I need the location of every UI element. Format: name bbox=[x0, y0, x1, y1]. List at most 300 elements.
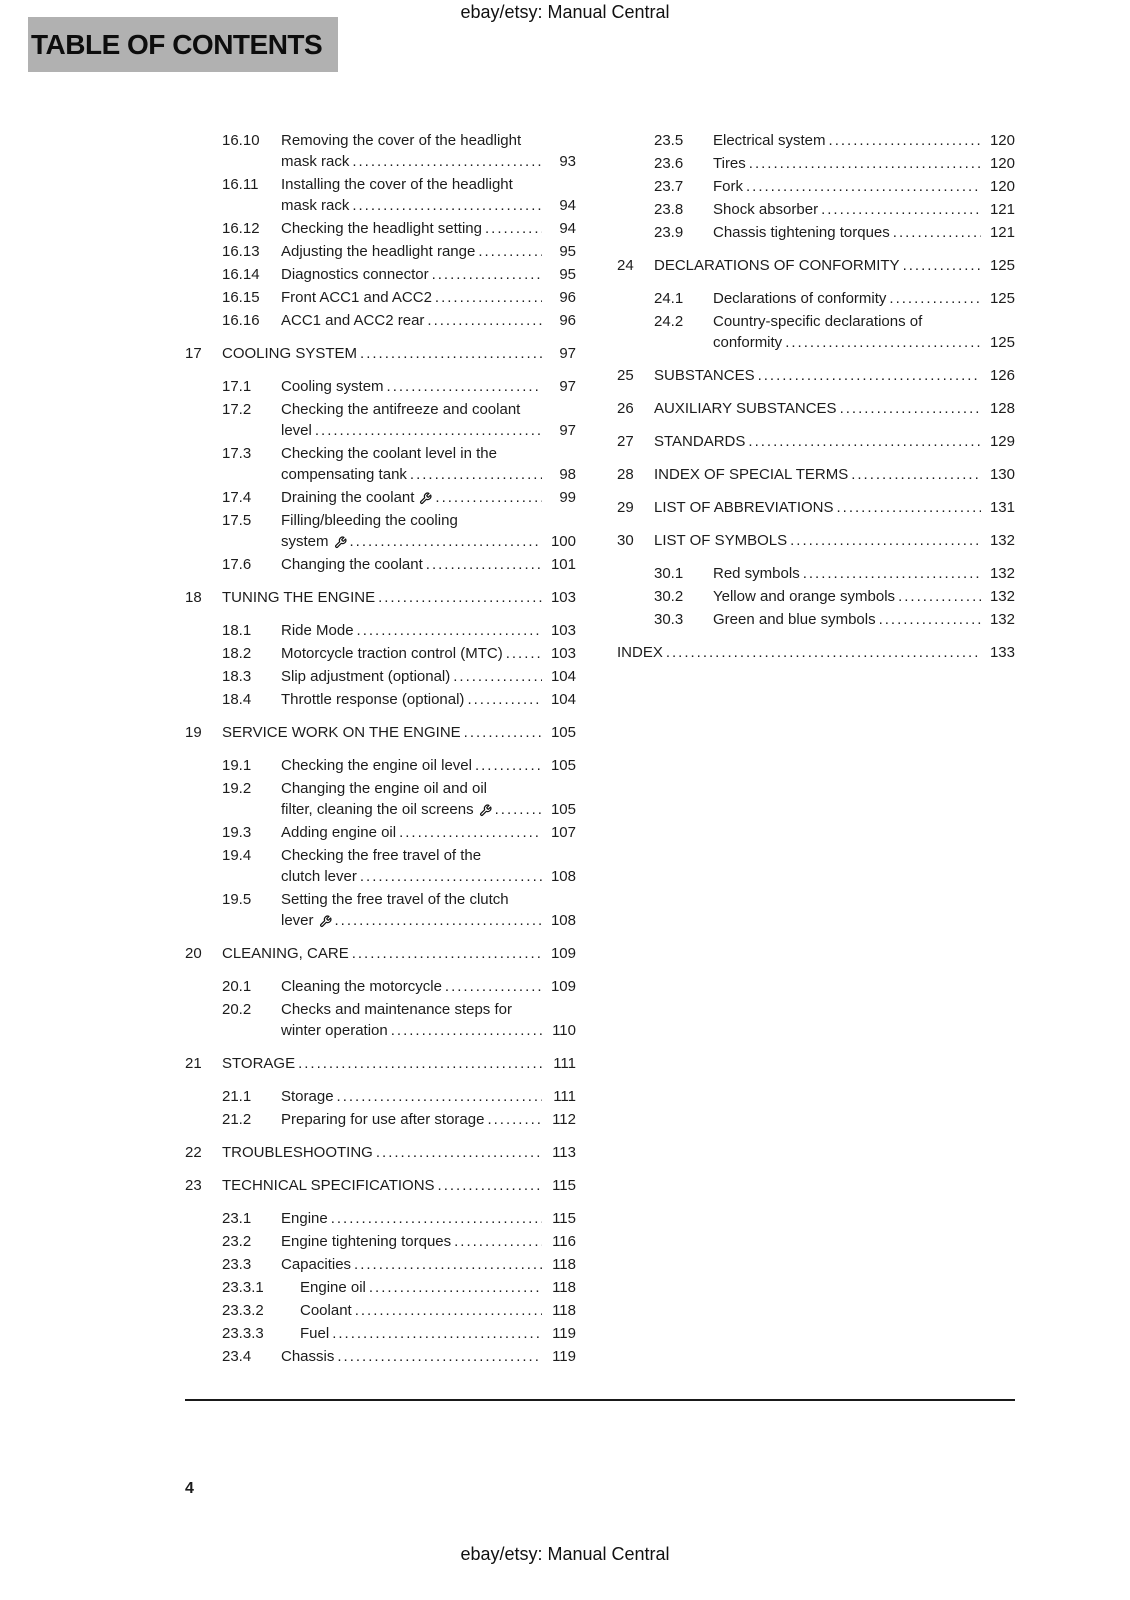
toc-entry bbox=[185, 1254, 576, 1275]
toc-entry-title: Checking the headlight setting bbox=[281, 220, 482, 237]
wrench-icon bbox=[319, 915, 332, 928]
toc-entry bbox=[185, 399, 576, 441]
toc-entry-title-block bbox=[654, 497, 981, 518]
toc-entry-page: 96 bbox=[559, 312, 576, 329]
toc-entry-page: 94 bbox=[559, 197, 576, 214]
dot-leader bbox=[485, 218, 542, 239]
toc-entry-page: 131 bbox=[989, 499, 1015, 516]
toc-entry-title-block bbox=[281, 554, 542, 575]
toc-entry-number: 19.1 bbox=[222, 757, 252, 774]
toc-entry bbox=[185, 976, 576, 997]
toc-entry-title: Fork bbox=[713, 178, 743, 195]
toc-entry bbox=[185, 689, 576, 710]
toc-entry-page: 112 bbox=[552, 1111, 576, 1128]
toc-entry-number: 18.4 bbox=[222, 691, 252, 708]
toc-entry-title: filter, cleaning the oil screens bbox=[281, 801, 474, 818]
toc-entry-title-block bbox=[654, 464, 981, 485]
toc-entry-number: 24.1 bbox=[654, 290, 684, 307]
toc-entry-title-block bbox=[713, 311, 981, 353]
dot-leader bbox=[360, 343, 542, 364]
toc-entry-title-block bbox=[281, 1086, 542, 1107]
toc-entry-page: 133 bbox=[989, 644, 1015, 661]
dot-leader bbox=[445, 976, 542, 997]
page-header: ebay/etsy: Manual Central bbox=[460, 2, 670, 22]
toc-entry-number: 27 bbox=[617, 433, 634, 450]
toc-entry-number: 17.1 bbox=[222, 378, 252, 395]
toc-entry-page: 110 bbox=[552, 1022, 576, 1039]
toc-entry bbox=[185, 218, 576, 239]
toc-entry-number: 19.2 bbox=[222, 780, 252, 797]
wrench-icon bbox=[479, 804, 492, 817]
dot-leader bbox=[758, 365, 981, 386]
toc-entry-number: 19.5 bbox=[222, 891, 252, 908]
dot-leader bbox=[879, 609, 981, 630]
toc-entry-number: 23.9 bbox=[654, 224, 684, 241]
toc-entry-title: Filling/bleeding the cooling bbox=[281, 512, 458, 529]
toc-entry-title: Checking the free travel of the bbox=[281, 847, 482, 864]
toc-entry-number: 26 bbox=[617, 400, 634, 417]
toc-entry-number: 23.6 bbox=[654, 155, 684, 172]
dot-leader bbox=[435, 287, 542, 308]
toc-entry-page: 97 bbox=[559, 378, 576, 395]
toc-entry-number: 29 bbox=[617, 499, 634, 516]
toc-column-left bbox=[185, 128, 576, 1369]
toc-entry bbox=[185, 587, 576, 608]
toc-entry-title: system bbox=[281, 533, 329, 550]
toc-entry-title-block bbox=[281, 487, 542, 508]
toc-entry-page: 116 bbox=[552, 1233, 576, 1250]
toc-entry-page: 105 bbox=[550, 757, 576, 774]
toc-entry-page: 100 bbox=[550, 533, 576, 550]
dot-leader bbox=[746, 176, 981, 197]
dot-leader bbox=[889, 288, 981, 309]
toc-entry-title: SERVICE WORK ON THE ENGINE bbox=[222, 724, 461, 741]
toc-entry-number: 23 bbox=[185, 1177, 202, 1194]
toc-entry-title: STORAGE bbox=[222, 1055, 296, 1072]
toc-entry-title: Coolant bbox=[300, 1302, 352, 1319]
toc-entry-number: 23.1 bbox=[222, 1210, 252, 1227]
toc-entry-title-block bbox=[281, 510, 542, 552]
toc-entry-title-block bbox=[281, 666, 542, 687]
toc-entry-title: Ride Mode bbox=[281, 622, 354, 639]
toc-entry bbox=[617, 199, 1015, 220]
dot-leader bbox=[893, 222, 981, 243]
dot-leader bbox=[369, 1277, 542, 1298]
toc-entry-page: 125 bbox=[989, 334, 1015, 351]
dot-leader bbox=[335, 910, 542, 931]
toc-entry-title: Draining the coolant bbox=[281, 489, 415, 506]
toc-entry-page: 120 bbox=[989, 155, 1015, 172]
toc-entry-page: 104 bbox=[550, 668, 576, 685]
toc-entry-title: mask rack bbox=[281, 197, 350, 214]
toc-entry bbox=[185, 443, 576, 485]
toc-entry-title-block bbox=[222, 943, 542, 964]
toc-entry-title: Checking the coolant level in the bbox=[281, 445, 497, 462]
toc-entry-title-block bbox=[281, 1231, 542, 1252]
toc-entry-number: 23.3.2 bbox=[222, 1302, 264, 1319]
toc-label-text: TABLE OF CONTENTS bbox=[31, 28, 323, 60]
dot-leader bbox=[399, 822, 542, 843]
toc-entry-number: 16.12 bbox=[222, 220, 260, 237]
toc-entry bbox=[185, 999, 576, 1041]
toc-entry-title-block bbox=[281, 130, 542, 172]
toc-entry-title-block bbox=[281, 443, 542, 485]
toc-entry-title-block bbox=[281, 1346, 542, 1367]
toc-entry-page: 126 bbox=[989, 367, 1015, 384]
toc-entry-title: Motorcycle traction control (MTC) bbox=[281, 645, 503, 662]
toc-entry bbox=[185, 943, 576, 964]
dot-leader bbox=[355, 1300, 542, 1321]
toc-entry-number: 16.16 bbox=[222, 312, 260, 329]
footer-rule bbox=[185, 1399, 1015, 1401]
toc-entry-page: 99 bbox=[559, 489, 576, 506]
toc-entry-title: Declarations of conformity bbox=[713, 290, 887, 307]
toc-entry-title: Removing the cover of the headlight bbox=[281, 132, 522, 149]
toc-entry-title: Engine bbox=[281, 1210, 328, 1227]
toc-entry-title: Tires bbox=[713, 155, 746, 172]
toc-entry bbox=[617, 365, 1015, 386]
toc-entry-title: Checking the engine oil level bbox=[281, 757, 472, 774]
toc-entry-title-block bbox=[222, 587, 542, 608]
toc-entry-number: 21 bbox=[185, 1055, 202, 1072]
toc-entry-number: 16.10 bbox=[222, 132, 260, 149]
toc-entry-page: 128 bbox=[989, 400, 1015, 417]
toc-entry bbox=[617, 642, 1015, 663]
toc-entry-number: 23.3.3 bbox=[222, 1325, 264, 1342]
page-footer: ebay/etsy: Manual Central bbox=[460, 1544, 670, 1564]
toc-entry-number: 17.3 bbox=[222, 445, 252, 462]
toc-entry-page: 103 bbox=[550, 645, 576, 662]
toc-entry-title: Preparing for use after storage bbox=[281, 1111, 485, 1128]
toc-entry-number: 19.4 bbox=[222, 847, 252, 864]
toc-entry-title-block bbox=[713, 586, 981, 607]
dot-leader bbox=[350, 531, 542, 552]
toc-entry-page: 108 bbox=[550, 912, 576, 929]
toc-entry-title-block bbox=[713, 609, 981, 630]
toc-entry-number: 22 bbox=[185, 1144, 202, 1161]
toc-entry-title-block bbox=[654, 398, 981, 419]
toc-entry-page: 108 bbox=[550, 868, 576, 885]
toc-entry-title: CLEANING, CARE bbox=[222, 945, 349, 962]
toc-entry-title: winter operation bbox=[281, 1022, 388, 1039]
dot-leader bbox=[453, 666, 542, 687]
toc-entry bbox=[185, 845, 576, 887]
toc-entry bbox=[185, 1175, 576, 1196]
toc-entry-page: 111 bbox=[553, 1055, 576, 1072]
toc-entry-number: 16.14 bbox=[222, 266, 260, 283]
toc-entry-title-block bbox=[281, 310, 542, 331]
dot-leader bbox=[410, 464, 542, 485]
toc-entry-title: Capacities bbox=[281, 1256, 352, 1273]
dot-leader bbox=[360, 866, 542, 887]
toc-entry-page: 95 bbox=[559, 266, 576, 283]
toc-entry-title-block bbox=[300, 1277, 542, 1298]
toc-entry-title-block bbox=[281, 376, 542, 397]
dot-leader bbox=[851, 464, 981, 485]
toc-entry-title: LIST OF SYMBOLS bbox=[654, 532, 788, 549]
toc-entry-title: Country-specific declarations of bbox=[713, 313, 923, 330]
toc-entry-number: 16.15 bbox=[222, 289, 260, 306]
toc-entry-title: SUBSTANCES bbox=[654, 367, 755, 384]
toc-entry-title-block bbox=[281, 1254, 542, 1275]
toc-entry-title: level bbox=[281, 422, 312, 439]
toc-entry bbox=[185, 778, 576, 820]
dot-leader bbox=[315, 420, 542, 441]
toc-entry-page: 115 bbox=[552, 1177, 576, 1194]
toc-entry-title: TUNING THE ENGINE bbox=[222, 589, 376, 606]
toc-entry-title-block bbox=[713, 130, 981, 151]
toc-entry-title-block bbox=[281, 620, 542, 641]
toc-entry-number: 24 bbox=[617, 257, 634, 274]
page-number: 4 bbox=[185, 1480, 194, 1497]
toc-entry-title-block bbox=[654, 431, 981, 452]
toc-entry-title: Checking the antifreeze and coolant bbox=[281, 401, 521, 418]
toc-entry bbox=[185, 310, 576, 331]
dot-leader bbox=[432, 264, 542, 285]
toc-entry-title-block bbox=[281, 241, 542, 262]
toc-entry bbox=[185, 343, 576, 364]
dot-leader bbox=[478, 241, 542, 262]
toc-entry-number: 17.5 bbox=[222, 512, 252, 529]
toc-entry-page: 93 bbox=[559, 153, 576, 170]
toc-entry bbox=[185, 643, 576, 664]
toc-entry-title-block bbox=[281, 889, 542, 931]
toc-entry-title: Chassis bbox=[281, 1348, 335, 1365]
dot-leader bbox=[438, 1175, 542, 1196]
toc-entry-page: 130 bbox=[989, 466, 1015, 483]
dot-leader bbox=[749, 153, 981, 174]
toc-entry-page: 120 bbox=[989, 178, 1015, 195]
toc-entry bbox=[185, 130, 576, 172]
toc-entry-number: 23.3 bbox=[222, 1256, 252, 1273]
toc-entry-title: conformity bbox=[713, 334, 783, 351]
toc-entry-page: 105 bbox=[550, 801, 576, 818]
toc-entry-title-block bbox=[281, 822, 542, 843]
dot-leader bbox=[354, 1254, 542, 1275]
toc-entry-title: Cooling system bbox=[281, 378, 384, 395]
toc-entry-title-block bbox=[281, 174, 542, 216]
dot-leader bbox=[337, 1346, 542, 1367]
toc-entry bbox=[185, 1142, 576, 1163]
dot-leader bbox=[426, 554, 542, 575]
toc-entry-title-block bbox=[281, 999, 542, 1041]
toc-entry-number: 23.5 bbox=[654, 132, 684, 149]
toc-entry-title-block bbox=[281, 218, 542, 239]
toc-entry-number: 20.1 bbox=[222, 978, 252, 995]
dot-leader bbox=[376, 1142, 542, 1163]
toc-entry-number: 18 bbox=[185, 589, 202, 606]
toc-entry-number: 23.4 bbox=[222, 1348, 252, 1365]
toc-entry-title: Cleaning the motorcycle bbox=[281, 978, 442, 995]
toc-entry-number: 28 bbox=[617, 466, 634, 483]
dot-leader bbox=[903, 255, 981, 276]
toc-entry-page: 132 bbox=[989, 532, 1015, 549]
toc-entry-title: clutch lever bbox=[281, 868, 357, 885]
toc-entry-title: Setting the free travel of the clutch bbox=[281, 891, 509, 908]
toc-entry-title-block bbox=[281, 643, 542, 664]
toc-entry-title: LIST OF ABBREVIATIONS bbox=[654, 499, 834, 516]
toc-entry-title: Changing the coolant bbox=[281, 556, 423, 573]
toc-entry-number: 19 bbox=[185, 724, 202, 741]
toc-content bbox=[185, 128, 1015, 1369]
toc-entry bbox=[617, 288, 1015, 309]
toc-entry-number: 18.1 bbox=[222, 622, 252, 639]
toc-entry-page: 121 bbox=[989, 224, 1015, 241]
toc-entry-title: TECHNICAL SPECIFICATIONS bbox=[222, 1177, 435, 1194]
toc-entry bbox=[185, 620, 576, 641]
toc-entry-number: 23.3.1 bbox=[222, 1279, 264, 1296]
toc-entry-title-block bbox=[281, 755, 542, 776]
toc-entry bbox=[185, 1086, 576, 1107]
toc-column-right bbox=[617, 128, 1015, 1369]
toc-entry-title: lever bbox=[281, 912, 314, 929]
toc-entry-title: Checks and maintenance steps for bbox=[281, 1001, 512, 1018]
toc-entry bbox=[185, 487, 576, 508]
toc-entry-title-block bbox=[222, 722, 542, 743]
toc-entry-title-block bbox=[281, 778, 542, 820]
toc-entry-title: Adding engine oil bbox=[281, 824, 397, 841]
toc-entry-page: 132 bbox=[989, 565, 1015, 582]
toc-entry-number: 16.11 bbox=[222, 176, 259, 193]
dot-leader bbox=[467, 689, 542, 710]
toc-entry bbox=[185, 554, 576, 575]
toc-entry-title-block bbox=[222, 1053, 542, 1074]
toc-entry-number: 18.2 bbox=[222, 645, 252, 662]
dot-leader bbox=[666, 642, 981, 663]
toc-entry-title-block bbox=[281, 287, 542, 308]
toc-entry-title: Storage bbox=[281, 1088, 334, 1105]
toc-entry-title: Green and blue symbols bbox=[713, 611, 876, 628]
toc-entry bbox=[185, 241, 576, 262]
toc-entry bbox=[617, 563, 1015, 584]
dot-leader bbox=[387, 376, 542, 397]
toc-entry-page: 105 bbox=[550, 724, 576, 741]
toc-entry-title: Yellow and orange symbols bbox=[713, 588, 896, 605]
toc-entry bbox=[617, 130, 1015, 151]
toc-entry-title: AUXILIARY SUBSTANCES bbox=[654, 400, 837, 417]
toc-entry-title: DECLARATIONS OF CONFORMITY bbox=[654, 257, 900, 274]
toc-entry-title: compensating tank bbox=[281, 466, 407, 483]
toc-entry-title: Front ACC1 and ACC2 bbox=[281, 289, 432, 306]
toc-entry bbox=[185, 376, 576, 397]
toc-entry-title-block bbox=[222, 343, 542, 364]
toc-entry-title: Slip adjustment (optional) bbox=[281, 668, 451, 685]
dot-leader bbox=[475, 755, 542, 776]
dot-leader bbox=[378, 587, 542, 608]
toc-entry-number: 21.2 bbox=[222, 1111, 252, 1128]
toc-entry-title-block bbox=[281, 1109, 542, 1130]
dot-leader bbox=[495, 799, 542, 820]
toc-entry bbox=[185, 510, 576, 552]
toc-entry-title: Adjusting the headlight range bbox=[281, 243, 476, 260]
toc-entry bbox=[617, 311, 1015, 353]
dot-leader bbox=[785, 332, 981, 353]
toc-entry-page: 118 bbox=[552, 1256, 576, 1273]
toc-entry-number: 17 bbox=[185, 345, 202, 362]
toc-entry bbox=[185, 1346, 576, 1367]
toc-entry-number: 30 bbox=[617, 532, 634, 549]
toc-entry-title: Throttle response (optional) bbox=[281, 691, 465, 708]
toc-entry-title: Chassis tightening torques bbox=[713, 224, 890, 241]
toc-entry-title-block bbox=[281, 689, 542, 710]
toc-entry-number: 20 bbox=[185, 945, 202, 962]
toc-entry-page: 97 bbox=[559, 345, 576, 362]
toc-entry-title: Shock absorber bbox=[713, 201, 819, 218]
toc-entry-title-block bbox=[713, 288, 981, 309]
toc-entry-number: 23.8 bbox=[654, 201, 684, 218]
toc-entry-page: 119 bbox=[552, 1325, 576, 1342]
dot-leader bbox=[357, 620, 542, 641]
toc-entry bbox=[617, 609, 1015, 630]
toc-label bbox=[28, 17, 338, 72]
dot-leader bbox=[331, 1208, 542, 1229]
toc-entry-title: mask rack bbox=[281, 153, 350, 170]
toc-entry-page: 107 bbox=[550, 824, 576, 841]
toc-entry bbox=[185, 1231, 576, 1252]
toc-entry-title-block bbox=[222, 1175, 542, 1196]
dot-leader bbox=[454, 1231, 542, 1252]
dot-leader bbox=[821, 199, 981, 220]
toc-entry-page: 103 bbox=[550, 622, 576, 639]
toc-entry bbox=[185, 755, 576, 776]
toc-entry bbox=[185, 666, 576, 687]
toc-entry bbox=[617, 464, 1015, 485]
toc-entry-title: Engine tightening torques bbox=[281, 1233, 452, 1250]
toc-entry-number: 25 bbox=[617, 367, 634, 384]
toc-entry-title: Changing the engine oil and oil bbox=[281, 780, 487, 797]
dot-leader bbox=[748, 431, 981, 452]
toc-entry-title-block bbox=[300, 1323, 542, 1344]
dot-leader bbox=[829, 130, 981, 151]
toc-entry bbox=[185, 264, 576, 285]
toc-entry-page: 132 bbox=[989, 588, 1015, 605]
toc-entry-number: 18.3 bbox=[222, 668, 252, 685]
toc-entry bbox=[617, 398, 1015, 419]
toc-entry-page: 109 bbox=[550, 945, 576, 962]
toc-entry bbox=[185, 822, 576, 843]
dot-leader bbox=[298, 1053, 542, 1074]
toc-entry-title-block bbox=[281, 399, 542, 441]
toc-entry-page: 125 bbox=[989, 257, 1015, 274]
toc-entry-page: 120 bbox=[989, 132, 1015, 149]
toc-entry-title: INDEX OF SPECIAL TERMS bbox=[654, 466, 849, 483]
toc-entry-page: 97 bbox=[559, 422, 576, 439]
toc-entry bbox=[617, 176, 1015, 197]
toc-entry-number: 21.1 bbox=[222, 1088, 252, 1105]
toc-entry-title: Red symbols bbox=[713, 565, 800, 582]
toc-entry-number: 20.2 bbox=[222, 1001, 252, 1018]
dot-leader bbox=[898, 586, 981, 607]
toc-entry-page: 109 bbox=[550, 978, 576, 995]
toc-entry-title: Fuel bbox=[300, 1325, 330, 1342]
toc-entry-page: 121 bbox=[989, 201, 1015, 218]
toc-entry-title-block bbox=[713, 563, 981, 584]
toc-entry-number: 17.4 bbox=[222, 489, 252, 506]
toc-entry-page: 104 bbox=[550, 691, 576, 708]
toc-entry-page: 118 bbox=[552, 1279, 576, 1296]
toc-entry-title: ACC1 and ACC2 rear bbox=[281, 312, 425, 329]
toc-entry-page: 95 bbox=[559, 243, 576, 260]
dot-leader bbox=[506, 643, 542, 664]
toc-entry bbox=[617, 497, 1015, 518]
toc-entry bbox=[617, 530, 1015, 551]
toc-entry-page: 132 bbox=[989, 611, 1015, 628]
toc-entry-number: 19.3 bbox=[222, 824, 252, 841]
toc-entry-number: 16.13 bbox=[222, 243, 260, 260]
toc-entry bbox=[185, 722, 576, 743]
toc-entry-page: 96 bbox=[559, 289, 576, 306]
toc-entry-title-block bbox=[281, 1208, 542, 1229]
